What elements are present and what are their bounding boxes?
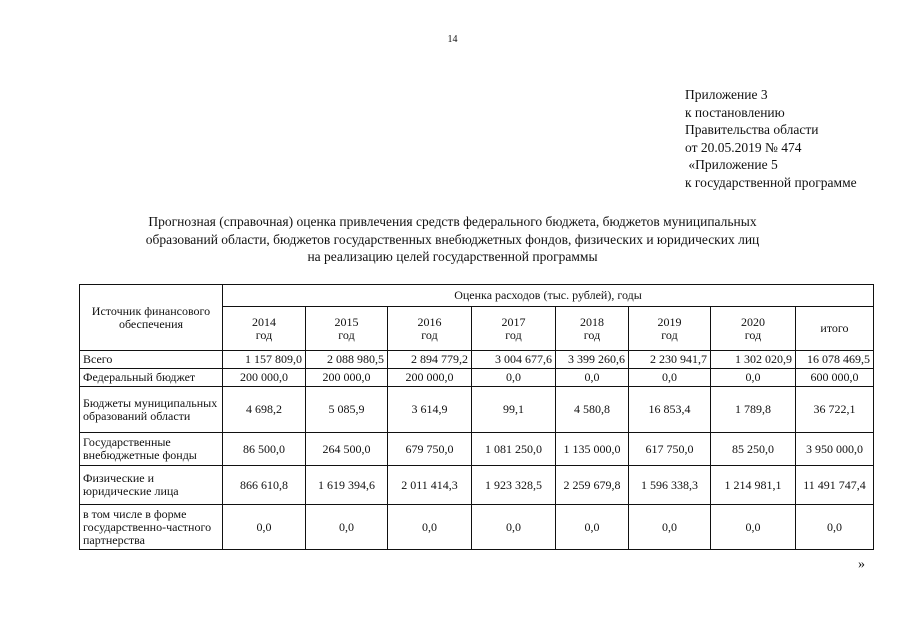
value-cell: 200 000,0 — [306, 369, 388, 387]
expense-estimate-header: Оценка расходов (тыс. рублей), годы — [223, 285, 874, 307]
table-row — [80, 351, 874, 369]
total-cell: 11 491 747,4 — [796, 466, 874, 505]
document-title — [0, 213, 905, 266]
value-cell: 1 214 981,1 — [711, 466, 796, 505]
value-cell: 0,0 — [711, 369, 796, 387]
total-cell: 36 722,1 — [796, 387, 874, 433]
table-row — [80, 505, 874, 550]
value-cell: 3 614,9 — [388, 387, 472, 433]
row-label: в том числе в форме государственно-частного партнерства — [80, 505, 223, 550]
value-cell: 1 081 250,0 — [472, 433, 556, 466]
value-cell: 3 004 677,6 — [472, 351, 556, 369]
table-header-row — [80, 285, 874, 307]
value-cell: 0,0 — [629, 505, 711, 550]
value-cell: 617 750,0 — [629, 433, 711, 466]
year-header-2016: 2016 год — [388, 307, 472, 351]
value-cell: 85 250,0 — [711, 433, 796, 466]
value-cell: 0,0 — [223, 505, 306, 550]
value-cell: 86 500,0 — [223, 433, 306, 466]
value-cell: 200 000,0 — [223, 369, 306, 387]
appendix-line: от 20.05.2019 № 474 — [685, 139, 802, 155]
value-cell: 4 698,2 — [223, 387, 306, 433]
value-cell: 0,0 — [388, 505, 472, 550]
row-label: Бюджеты муниципальных образований области — [80, 387, 223, 433]
value-cell: 0,0 — [629, 369, 711, 387]
appendix-line: к государственной программе — [685, 174, 857, 190]
value-cell: 0,0 — [472, 369, 556, 387]
value-cell: 679 750,0 — [388, 433, 472, 466]
title-line: на реализацию целей государственной программы — [307, 249, 598, 264]
closing-quote-mark: » — [858, 557, 865, 572]
table-row — [80, 466, 874, 505]
total-header: итого — [796, 307, 874, 351]
year-header-2019: 2019 год — [629, 307, 711, 351]
table-row — [80, 433, 874, 466]
value-cell: 4 580,8 — [556, 387, 629, 433]
value-cell: 1 923 328,5 — [472, 466, 556, 505]
year-header-2017: 2017 год — [472, 307, 556, 351]
value-cell: 1 135 000,0 — [556, 433, 629, 466]
value-cell: 5 085,9 — [306, 387, 388, 433]
appendix-line: «Приложение 5 — [685, 157, 778, 172]
value-cell: 0,0 — [306, 505, 388, 550]
title-line: образований области, бюджетов государственных внебюджетных фондов, физических и юридических лиц — [145, 231, 760, 247]
value-cell: 264 500,0 — [306, 433, 388, 466]
source-column-header: Источник финансового обеспечения — [80, 285, 223, 351]
appendix-line: к постановлению — [685, 104, 785, 120]
value-cell: 2 088 980,5 — [306, 351, 388, 369]
year-header-2014: 2014 год — [223, 307, 306, 351]
table-row — [80, 387, 874, 433]
value-cell: 200 000,0 — [388, 369, 472, 387]
row-label: Всего — [80, 351, 223, 369]
value-cell: 2 259 679,8 — [556, 466, 629, 505]
value-cell: 1 789,8 — [711, 387, 796, 433]
value-cell: 1 302 020,9 — [711, 351, 796, 369]
value-cell: 2 894 779,2 — [388, 351, 472, 369]
year-header-2020: 2020 год — [711, 307, 796, 351]
value-cell: 0,0 — [711, 505, 796, 550]
value-cell: 16 853,4 — [629, 387, 711, 433]
value-cell: 1 157 809,0 — [223, 351, 306, 369]
title-line: Прогнозная (справочная) оценка привлечения средств федерального бюджета, бюджетов муниципальных — [148, 214, 757, 229]
total-cell: 3 950 000,0 — [796, 433, 874, 466]
row-label: Федеральный бюджет — [80, 369, 223, 387]
year-header-2015: 2015 год — [306, 307, 388, 351]
value-cell: 866 610,8 — [223, 466, 306, 505]
total-cell: 0,0 — [796, 505, 874, 550]
row-label: Физические и юридические лица — [80, 466, 223, 505]
page-number: 14 — [447, 34, 458, 45]
total-cell: 16 078 469,5 — [796, 351, 874, 369]
value-cell: 0,0 — [472, 505, 556, 550]
value-cell: 99,1 — [472, 387, 556, 433]
funding-table — [79, 284, 874, 550]
appendix-reference — [685, 86, 857, 191]
value-cell: 3 399 260,6 — [556, 351, 629, 369]
value-cell: 2 230 941,7 — [629, 351, 711, 369]
total-cell: 600 000,0 — [796, 369, 874, 387]
value-cell: 1 619 394,6 — [306, 466, 388, 505]
value-cell: 1 596 338,3 — [629, 466, 711, 505]
value-cell: 0,0 — [556, 369, 629, 387]
row-label: Государственные внебюджетные фонды — [80, 433, 223, 466]
appendix-line: Правительства области — [685, 122, 819, 137]
year-header-2018: 2018 год — [556, 307, 629, 351]
appendix-line: Приложение 3 — [685, 87, 768, 102]
table-row — [80, 369, 874, 387]
value-cell: 0,0 — [556, 505, 629, 550]
value-cell: 2 011 414,3 — [388, 466, 472, 505]
